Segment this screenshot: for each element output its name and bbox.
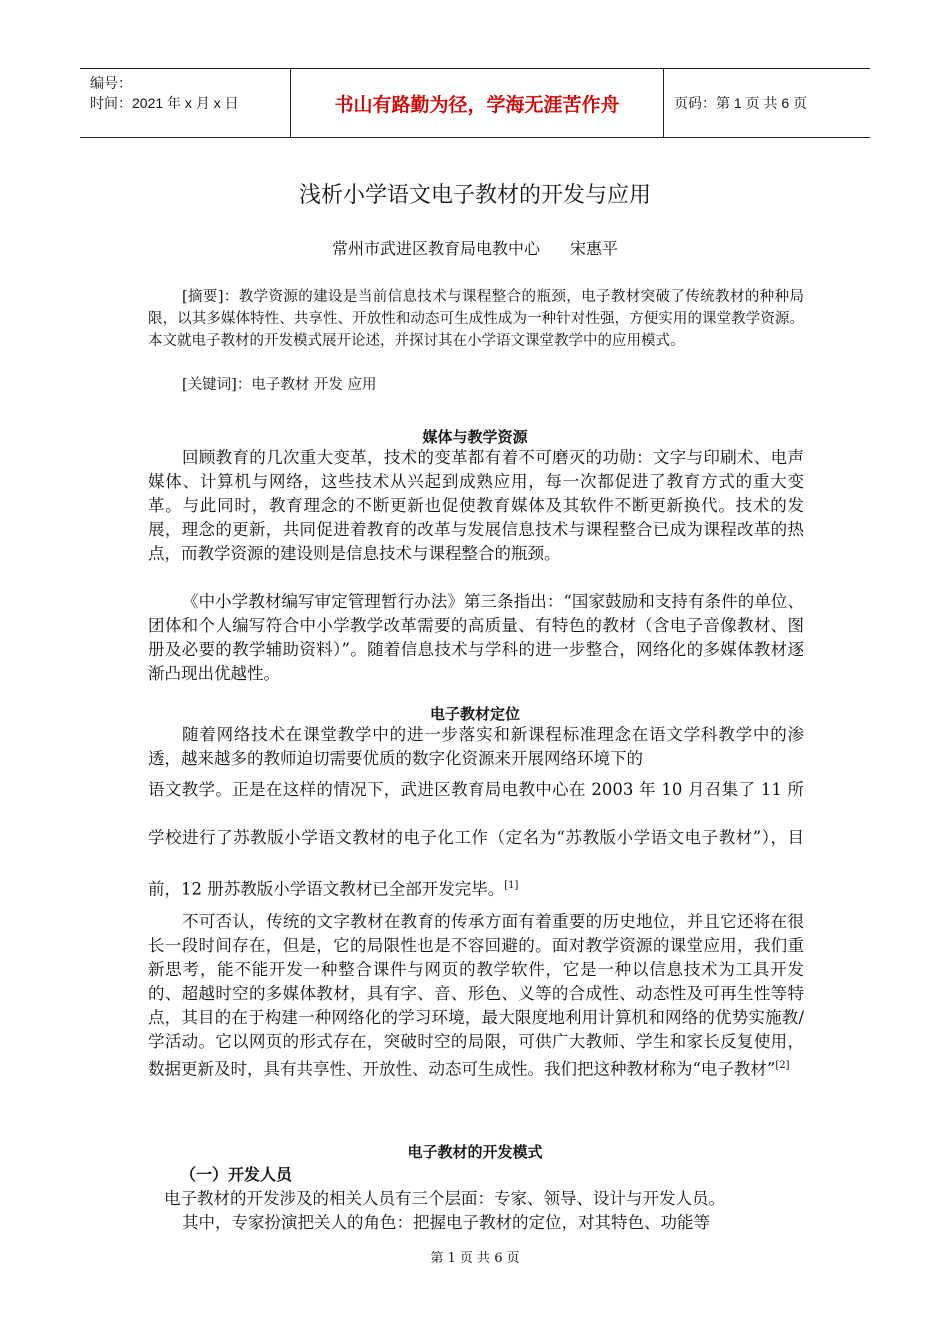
header-table xyxy=(80,68,870,138)
serial-label: 编号： xyxy=(90,75,132,91)
section-heading-positioning: 电子教材定位 xyxy=(429,706,520,723)
page-title: 浅析小学语文电子教材的开发与应用 xyxy=(298,182,651,207)
citation-ref: [2] xyxy=(775,1060,790,1071)
paragraph-text: 语文教学。正是在这样的情况下，武进区教育局电教中心在 2003 年 10 月召集了 11 所学校进行了苏教版小学语文教材的电子化工作（定名为“苏教版小学语文电子教材”），目前，12 册苏教版小学语文教材已全部开发完毕。 xyxy=(148,780,804,899)
citation-ref: [1] xyxy=(504,880,519,891)
paragraph: 随着网络技术在课堂教学中的进一步落实和新课程标准理念在语文学科教学中的渗透，越来越多的教师迫切需要优质的数字化资源来开展网络环境下的 xyxy=(148,725,804,768)
author-name: 宋惠平 xyxy=(570,239,619,258)
paragraph-text: 不可否认，传统的文字教材在教育的传承方面有着重要的历史地位，并且它还将在很长一段时间存在，但是，它的局限性也是不容回避的。面对教学资源的课堂应用，我们重新思考，能不能开发一种整合课件与网页的教学软件，它是一种以信息技术为工具开发的、超越时空的多媒体教材，具有字、音、形色、义等的合成性、动态性及可再生性等特点，其目的在于构建一种网络化的学习环境，最大限度地利用计算机和网络的优势实施教/学活动。它以网页的形式存在，突破时空的局限，可供广大教师、学生和家长反复使用，数据更新及时，具有共享性、开放性、动态可生成性。我们把这种教材称为“电子教材” xyxy=(148,912,804,1079)
keywords: [关键词]：电子教材 开发 应用 xyxy=(182,377,377,393)
author-org: 常州市武进区教育局电教中心 xyxy=(331,239,540,258)
paragraph xyxy=(148,766,804,914)
section-heading-development: 电子教材的开发模式 xyxy=(407,1144,543,1161)
page-info: 页码：第 1 页 共 6 页 xyxy=(674,95,808,111)
abstract: [摘要]：教学资源的建设是当前信息技术与课程整合的瓶颈，电子教材突破了传统教材的种种局限，以其多媒体特性、共享性、开放性和动态可生成性成为一种针对性强，方便实用的课堂教学资源。本文就电子教材的开发模式展开论述，并探讨其在小学语文课堂教学中的应用模式。 xyxy=(148,289,804,349)
page-footer: 第 1 页 共 6 页 xyxy=(430,1251,520,1266)
paragraph: 电子教材的开发涉及的相关人员有三个层面：专家、领导、设计与开发人员。 xyxy=(164,1189,725,1208)
author-line xyxy=(0,236,950,259)
paragraph: 其中，专家扮演把关人的角色：把握电子教材的定位，对其特色、功能等 xyxy=(182,1213,710,1232)
section-heading-media: 媒体与教学资源 xyxy=(422,429,528,446)
header-meta xyxy=(80,69,291,137)
motto: 书山有路勤为径，学海无涯苦作舟 xyxy=(291,69,664,137)
paragraph: 回顾教育的几次重大变革，技术的变革都有着不可磨灭的功勋：文字与印刷术、电声媒体、计算机与网络，这些技术从兴起到成熟应用，每一次都促进了教育方式的重大变革。与此同时，教育理念的不断更新也促使教育媒体及其软件不断更新换代。技术的发展，理念的更新，共同促进着教育的改革与发展信息技术与课程整合已成为课程改革的热点，而教学资源的建设则是信息技术与课程整合的瓶颈。 xyxy=(148,448,804,563)
subheading: （一）开发人员 xyxy=(180,1167,293,1184)
date-label: 时间：2021 年 x 月 x 日 xyxy=(90,95,239,111)
paragraph: 《中小学教材编写审定管理暂行办法》第三条指出：“国家鼓励和支持有条件的单位、团体和个人编写符合中小学教学改革需要的高质量、有特色的教材（含电子音像教材、图册及必要的教学辅助资料）”。随着信息技术与学科的进一步整合，网络化的多媒体教材逐渐凸现出优越性。 xyxy=(148,592,804,683)
paragraph xyxy=(148,910,804,1082)
